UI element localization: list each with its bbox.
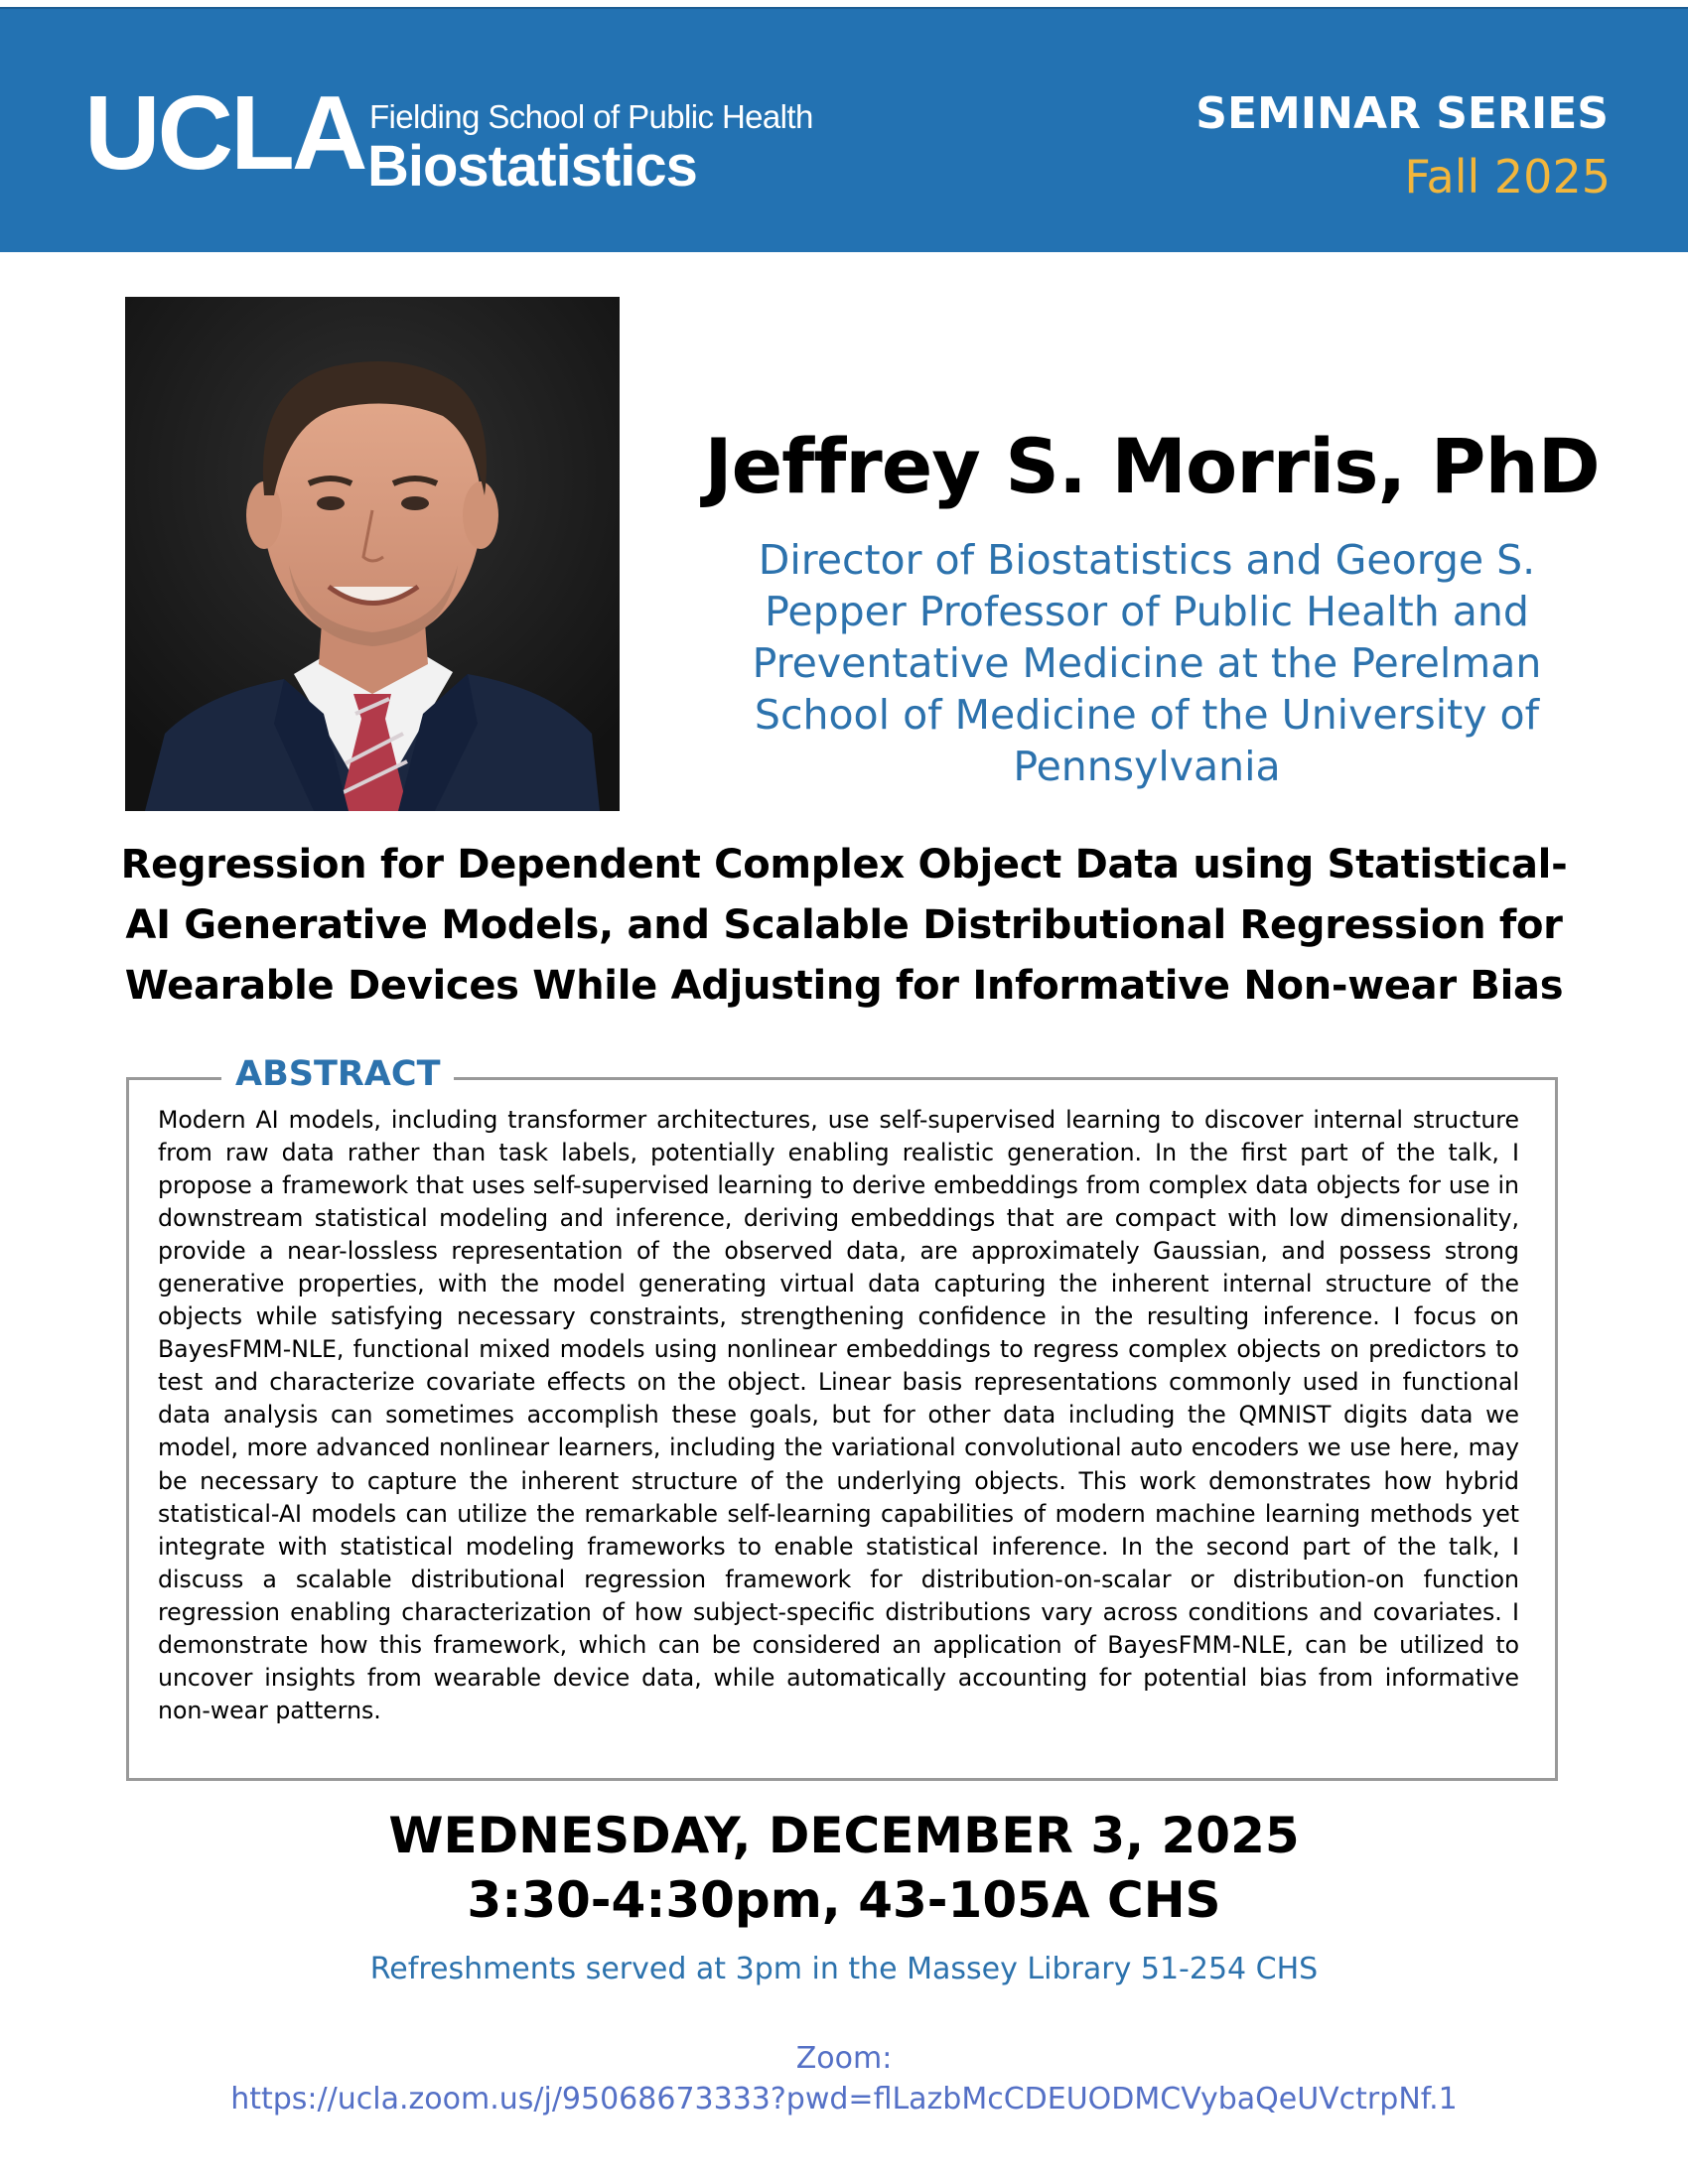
- series-title: SEMINAR SERIES: [1196, 88, 1609, 139]
- speaker-affiliation: Director of Biostatistics and George S. Pepper Professor of Public Health and Preventative Medicine at the Perelman School of Medicine of the University of Pennsylvania: [752, 536, 1542, 790]
- series-term: Fall 2025: [1404, 150, 1611, 204]
- abstract-heading: ABSTRACT: [221, 1051, 454, 1097]
- department-name: Biostatistics: [367, 134, 697, 199]
- refreshments-note: Refreshments served at 3pm in the Massey Library 51-254 CHS: [369, 1952, 1319, 1986]
- speaker-name: Jeffrey S. Morris, PhD: [704, 422, 1600, 510]
- header-banner: [0, 7, 1688, 252]
- abstract-body: Modern AI models, including transformer architectures, use self-supervised learning to discover internal structure from raw data rather than task labels, potentially enabling realistic generation. In the first part of the talk, I propose a framework that uses self-supervised learning to derive embeddings from complex data objects for use in downstream statistical modeling and inference, deriving embeddings that are compact with low dimensionality, provide a near-lossless representation of the observed data, are approximately Gaussian, and possess strong generative properties, with the model generating virtual data capturing the inherent internal structure of the objects while satisfying necessary constraints, strengthening confidence in the resulting inference. I focus on BayesFMM-NLE, functional mixed models using nonlinear embeddings to regress complex objects on predictors to test and characterize covariate effects on the object. Linear basis representations commonly used in functional data analysis can sometimes accomplish these goals, but for other data including the QMNIST digits data we model, more advanced nonlinear learners, including the variational convolutional auto encoders we use here, may be necessary to capture the inherent structure of the underlying objects. This work demonstrates how hybrid statistical-AI models can utilize the remarkable self-learning capabilities of modern machine learning methods yet integrate with statistical modeling frameworks to enable statistical inference. In the second part of the talk, I discuss a scalable distributional regression framework for distribution-on-scalar or distribution-on function regression enabling characterization of how subject-specific distributions vary across conditions and covariates. I demonstrate how this framework, which can be considered an application of BayesFMM-NLE, can be utilized to uncover insights from wearable device data, while automatically accounting for potential bias from informative non-wear patterns.: [158, 1106, 1519, 1724]
- speaker-portrait-illustration: [125, 297, 620, 811]
- school-name: Fielding School of Public Health: [369, 98, 813, 135]
- event-date: WEDNESDAY, DECEMBER 3, 2025: [388, 1807, 1300, 1864]
- speaker-photo: [125, 297, 620, 811]
- zoom-label: Zoom:: [795, 2041, 893, 2076]
- talk-title: Regression for Dependent Complex Object Data using Statistical-AI Generative Models, and Scalable Distributional Regression for Wearable Devices While Adjusting for Informative Non-wear Bias: [120, 842, 1568, 1009]
- ucla-logo: UCLA: [84, 74, 365, 192]
- zoom-link[interactable]: https://ucla.zoom.us/j/95068673333?pwd=flLazbMcCDEUODMCVybaQeUVctrpNf.1: [230, 2082, 1458, 2116]
- event-time-location: 3:30-4:30pm, 43-105A CHS: [467, 1871, 1221, 1929]
